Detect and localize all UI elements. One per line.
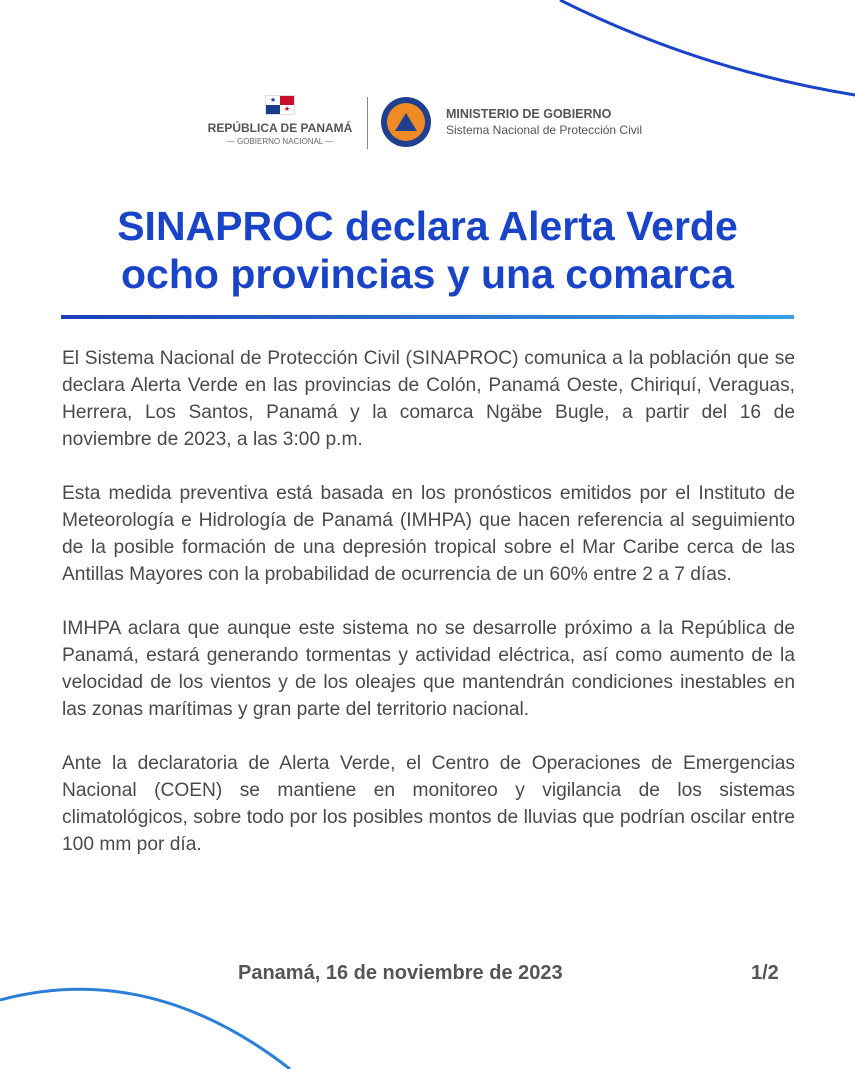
divider bbox=[367, 97, 368, 149]
paragraph: Esta medida preventiva está basada en los pronósticos emitidos por el Instituto de Meteorología e Hidrología de Panamá (IMHPA) que hacen referencia al seguimiento de la posible formación de una depresión tropical sobre el Mar Caribe cerca de las Antillas Mayores con la probabilidad de ocurrencia de un 60% entre 2 a 7 días. bbox=[62, 483, 795, 585]
ministry-name: MINISTERIO DE GOBIERNO bbox=[446, 107, 612, 121]
title-underline bbox=[61, 315, 794, 319]
paragraph: IMHPA aclara que aunque este sistema no se desarrolle próximo a la República de Panamá, estará generando tormentas y actividad eléctrica, así como aumento de la velocidad de los vientos y de los oleajes que mantendrán condiciones inestables en las zonas marítimas y gran parte del territorio nacional. bbox=[62, 618, 795, 720]
body-text bbox=[62, 345, 795, 885]
title-line-1: SINAPROC declara Alerta Verde bbox=[117, 203, 738, 249]
sinaproc-seal-icon bbox=[381, 97, 431, 147]
header-logos bbox=[0, 95, 855, 155]
footer-date: Panamá, 16 de noviembre de 2023 bbox=[238, 962, 563, 984]
title-line-2: ocho provincias y una comarca bbox=[121, 251, 734, 297]
panama-flag-icon: ★ ★ bbox=[265, 95, 295, 115]
paragraph: Ante la declaratoria de Alerta Verde, el Centro de Operaciones de Emergencias Nacional (COEN) se mantiene en monitoreo y vigilancia de los sistemas climatológicos, sobre todo por los posibles montos de lluvias que podrían oscilar entre 100 mm por día. bbox=[62, 753, 795, 855]
page-title bbox=[0, 202, 855, 298]
republic-name: REPÚBLICA DE PANAMÁ bbox=[207, 121, 353, 135]
paragraph: El Sistema Nacional de Protección Civil (SINAPROC) comunica a la población que se declara Alerta Verde en las provincias de Colón, Panamá Oeste, Chiriquí, Veraguas, Herrera, Los Santos, Panamá y la comarca Ngäbe Bugle, a partir del 16 de noviembre de 2023, a las 3:00 p.m. bbox=[62, 348, 795, 450]
republic-logo bbox=[205, 95, 355, 146]
gobierno-nacional: — GOBIERNO NACIONAL — bbox=[226, 137, 334, 146]
agency-name: Sistema Nacional de Protección Civil bbox=[446, 123, 643, 137]
page-number: 1/2 bbox=[751, 962, 779, 984]
